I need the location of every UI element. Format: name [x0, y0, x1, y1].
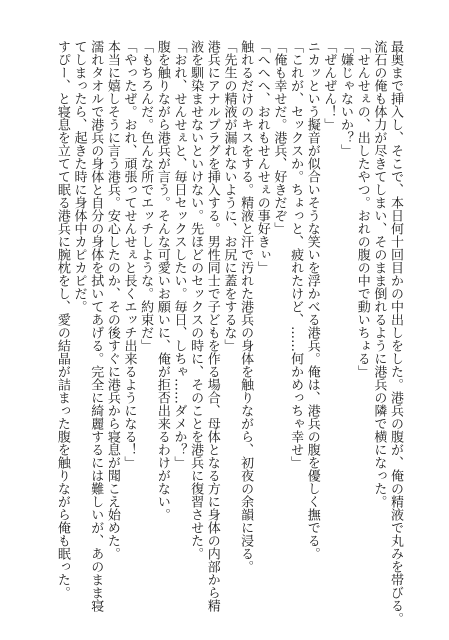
- text-line: 腹を触りながら港兵が言う。そんな可愛いお願いに、俺が拒否出来るわけがない。: [154, 40, 170, 521]
- text-line: 「もちろんだ。色んな所でエッチしような。約束だ」: [138, 40, 154, 352]
- vertical-text-body: [53, 40, 403, 632]
- text-line: 「俺も幸せだ。港兵、好きだぞ」: [271, 40, 287, 235]
- text-line: 「せんせぇの、出したやつ。おれの腹の中で動いちょる」: [354, 40, 370, 378]
- text-line: 触れるだけのキスをする。精液と汗で汚れた港兵の身体を触りながら、初夜の余韻に浸る。: [238, 40, 254, 573]
- text-line: 「へへへ、おれもせんせぇの事好きぃ」: [254, 40, 270, 274]
- text-line: 「ぜんぜん！」: [321, 40, 337, 131]
- text-line: 流石の俺も体力が尽きてしまい、そのまま倒れるように港兵の隣で横になった。: [371, 40, 387, 508]
- text-line: 「嫌じゃないか？」: [338, 40, 354, 157]
- text-line: すぴー、と寝息を立てて眠る港兵に腕枕をし、愛の結晶が詰まった腹を触りながら俺も眠った。: [54, 40, 70, 599]
- text-line: 港兵にアナルプラグを挿入する。男性同士で子どもを作る場合、母体となる方に身体の内部から精: [204, 40, 220, 612]
- text-line: 本当に嬉しそうに言う港兵。安心したのか、その後すぐに港兵から寝息が聞こえ始めた。: [104, 40, 120, 560]
- text-line: 「先生の精液が漏れないように、お尻に蓋をするな」: [221, 40, 237, 352]
- text-line: ニカッという擬音が似合いそうな笑いを浮かべる港兵。俺は、港兵の腹を優しく撫でる。: [304, 40, 320, 560]
- text-line: 「やったぜ。おれ、頑張ってせんせぇと長くエッチ出来るようになる！」: [121, 40, 137, 469]
- text-line: 「おれ、せんせぇと、毎日セックスしたい。毎日、しちゃ……ダメか？」: [171, 40, 187, 469]
- text-line: 濡れタオルで港兵の身体と自分の身体を拭いてあげる。完全に綺麗するには難しいが、あのまま寝: [88, 40, 104, 612]
- text-line: てしまったら、起きた時に身体中カピカピだ。: [71, 40, 87, 313]
- text-line: 「これが、セックスか。ちょっと、疲れたけど、……何かめっちゃ幸せ」: [288, 40, 304, 469]
- text-line: 液を馴染ませないといけない。先ほどのセックスの時に、そのことを港兵に復習させた。: [188, 40, 204, 560]
- text-line: 最奥まで挿入し、そこで、本日何十回目かの中出しをした。港兵の腹が、俺の精液で丸みを帯びる。: [388, 40, 403, 625]
